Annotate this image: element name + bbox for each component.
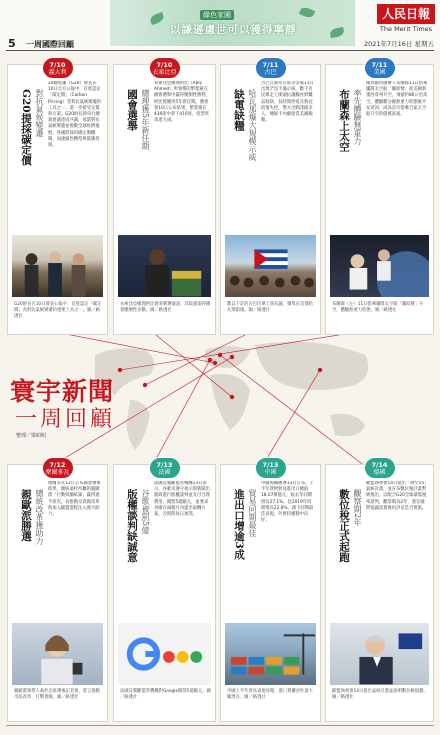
photo-caption: G20財長在10日發表公報中，首度認定「碳定價」為對抗氣候變遷的重要工具之一。圖／路透社 — [14, 302, 102, 320]
date-badge: 7/13 法國 — [149, 457, 181, 479]
photo-caption: 歐盟執委會14日提出氣候計畫並說明數位稅規劃。圖／路透社 — [332, 689, 428, 701]
photo-caption: 中國上半年貿易表現亮眼，港口貨櫃吞吐量大幅增長。圖／路透社 — [227, 689, 313, 701]
editor-credit: 整理／梁昭明 — [16, 433, 47, 439]
news-card-cuba — [220, 61, 321, 335]
page-number: 5 — [8, 37, 16, 50]
map-marker-usa — [118, 368, 122, 372]
card-body: 中國海關總署13日公布，上半年貨物貿易進出口總值18.07萬億元，較去年同期增長27.1%，比2019年同期增長22.8%，創下同期最佳表現，外貿持續穩中向好。 — [261, 481, 314, 524]
card-subhead: 總統改革獲助力 — [35, 489, 44, 545]
photo-port-illustration — [225, 623, 316, 685]
date-badge: 7/10 衣索比亞 — [149, 57, 181, 79]
card-headline: 布蘭森上太空 — [338, 89, 350, 152]
masthead-logo: 人民日報 — [377, 4, 435, 24]
news-photo — [330, 235, 429, 297]
card-headline: G20提採碳定價 — [20, 89, 32, 166]
card-headline: 數位稅正式起跑 — [338, 489, 350, 563]
card-body: 20國集團（G20）財長在10日官方公報中，首度認定「碳定價」（Carbon Pricing）等對抗氣候變遷的工具之一，還一步接受定價與方案。G20財長與央行總裁會議達成共識，承諾對抗氣候變遷並推動全球經濟復甦，各國將採用碳定價機制，加速綠色轉型與低碳投資。 — [48, 81, 102, 149]
section-badge: 綠色家園 — [200, 10, 234, 20]
card-body: 法國反壟斷監管機構13日表示，谷歌未遵守指示與新聞出版商進行版權談判並支付合理費用，開罰5億歐元，並要求谷歌在兩個月內提出報酬方案，否則將每日加罰。 — [154, 481, 210, 518]
date-badge: 7/10 義大利 — [42, 57, 74, 79]
news-photo — [118, 623, 211, 685]
date-badge: 7/11 古巴 — [255, 57, 287, 79]
card-subhead: 觀察期2年 — [353, 489, 362, 527]
map-marker-france — [208, 358, 212, 362]
card-subhead: 貿易同期最佳 — [248, 489, 257, 537]
card-headline: 缺電缺糧 — [233, 89, 245, 131]
card-headline: 親歐派勝選 — [20, 489, 32, 542]
date-badge: 7/14 德國 — [364, 457, 396, 479]
photo-caption: 數以千計的古巴民眾上街抗議，聚集在首都哈瓦那街頭。圖／路透社 — [227, 302, 313, 314]
feature-subtitle: 一周回顧 — [15, 407, 116, 432]
news-card-moldova — [7, 461, 108, 722]
news-card-china — [220, 461, 321, 722]
photo-caption: 布蘭森（左）11日搭乘團隊太空船「團結號」升空，體驗無重力狀態。圖／路透社 — [332, 302, 424, 314]
card-subhead: 率先體驗無重力 — [353, 89, 362, 145]
map-continent-south-america — [127, 400, 150, 450]
map-marker-ethiopia — [230, 395, 234, 399]
news-card-germany — [325, 461, 434, 722]
card-headline: 進出口增逾3成 — [233, 489, 245, 560]
card-body: 摩爾多瓦12日公布國會選舉結果，總統桑杜所屬的親歐派「行動與團結黨」贏得過半席次，為推動反貪腐改革與加入歐盟進程注入強大助力。 — [48, 481, 101, 518]
card-headline: 版權談判缺誠意 — [126, 489, 138, 563]
news-photo — [12, 623, 103, 685]
news-card-france — [113, 461, 216, 722]
header-tagline: 以謙遜慮世可以獲得寧靜 — [170, 24, 297, 36]
photo-space-illustration — [330, 235, 429, 297]
photo-caption: 親歐派領導人桑杜出席選後記者會，誓言推動司法改革、打擊貪腐。圖／路透社 — [14, 689, 100, 701]
news-photo — [225, 623, 316, 685]
map-marker-cuba — [143, 383, 147, 387]
card-body: 古巴首都哈瓦那等多處11日出現罕見不滿示威，數千名民眾走上街頭抗議糧食與藥品短缺、長時間停電及新冠疫情失控，警方出動逮捕多人，總統卡內爾指責美國煽動。 — [261, 81, 314, 124]
feature-title: 寰宇新聞 — [10, 377, 115, 406]
photo-caption: 法國反壟斷監管機構對Google開罰5億歐元。圖／路透社 — [120, 689, 211, 701]
news-photo — [225, 235, 316, 297]
map-marker-italy — [213, 361, 217, 365]
news-card-usa — [325, 61, 434, 335]
photo-crowd-illustration — [225, 235, 316, 297]
footer-rule — [6, 725, 434, 726]
news-photo — [330, 623, 429, 685]
photo-speaker-illustration — [118, 235, 211, 297]
news-photo — [12, 235, 103, 297]
photo-woman-illustration — [12, 623, 103, 685]
map-continent-africa — [210, 374, 250, 430]
card-subhead: 哈瓦那爆大規模示威 — [248, 89, 257, 161]
card-subhead: 總理獲5年新任期 — [141, 89, 150, 151]
map-marker-moldova — [230, 355, 234, 359]
map-continent-asia — [255, 342, 368, 390]
card-body: 衣索比亞總理阿比（Abiy Ahmed）所領導的繁榮黨在國會選舉中贏得壓倒性勝利，阿比將獲得5年新任期。選委會10日公布結果，繁榮黨在436席中拿下410席，投票率高達九成。 — [154, 81, 210, 124]
card-subhead: 對抗氣候變遷 — [35, 89, 44, 137]
photo-man-illustration — [330, 623, 429, 685]
date-badge: 7/12 摩爾多瓦 — [42, 457, 74, 479]
card-body: 維珍銀河創辦人布蘭森11日搭乘團隊太空船「團結號」從美國新墨西哥州升空，飛抵約86公里高空，體驗數分鐘無重力狀態後平安返回，成為首位搭乘自家太空船升空的億萬富豪。 — [366, 81, 428, 118]
news-card-italy — [7, 61, 108, 335]
map-continent-australia — [330, 414, 365, 437]
card-subhead: 谷歌被罰5億 — [141, 489, 150, 535]
photo-people-illustration — [12, 235, 103, 297]
card-headline: 國會選舉 — [126, 89, 138, 131]
masthead-logo-en: The Merit Times — [379, 25, 433, 33]
photo-google-illustration — [118, 623, 211, 685]
date-badge: 7/13 中國 — [255, 457, 287, 479]
map-marker-china — [318, 368, 322, 372]
news-photo — [118, 235, 211, 297]
section-title: 一周國際回顧 — [26, 40, 74, 49]
issue-date: 2021年7月16日 星期五 — [363, 40, 434, 48]
news-card-ethiopia — [113, 61, 216, 335]
map-continent-europe — [205, 346, 250, 368]
map-marker-germany — [218, 353, 222, 357]
date-badge: 7/11 美國 — [364, 57, 396, 79]
page-header — [0, 0, 440, 50]
header-rule — [6, 50, 434, 51]
card-body: 歐盟執委會14日提出「降至55」氣候計畫，並宣布數位稅計畫暫緩推出，以配合G20全球最低稅率談判，觀察期為2年，將在國際協議落實後再評估是否實施。 — [366, 481, 427, 511]
photo-caption: 衣索比亞總理阿比發表勝選演說，其政黨取得國會壓倒性多數。圖／路透社 — [120, 302, 211, 314]
